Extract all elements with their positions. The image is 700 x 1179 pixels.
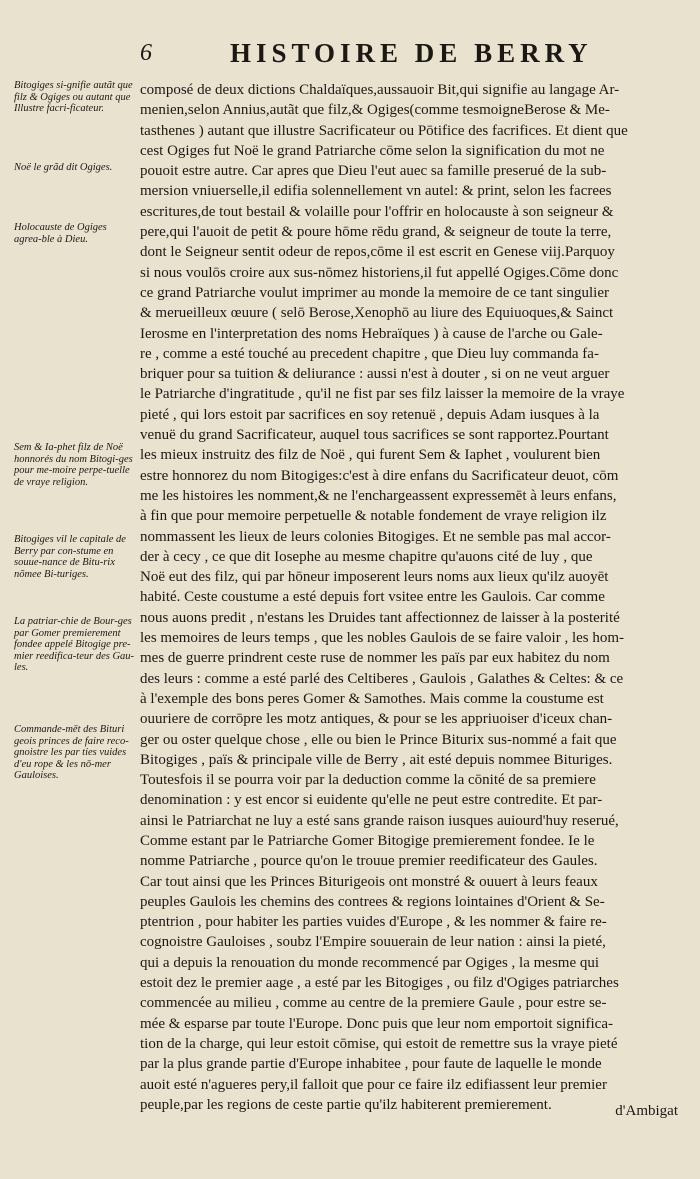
text-line: habité. Ceste coustume a esté depuis fort vsitee entre les Gaulois. Car comme (140, 589, 605, 606)
margin-note: La patriar-chie de Bour-ges par Gomer premierement fondee appelé Bitogige pre-mier reedifica-teur des Gau-les. (14, 616, 135, 673)
running-title: HISTOIRE DE BERRY (230, 38, 593, 68)
text-line: nommassent les lieux de leurs colonies Bitogiges. Et ne semble pas mal accor- (140, 528, 611, 545)
text-line: mersion vniuerselle,il edifia solennellement vn autel: & print, selon les facrees (140, 183, 612, 200)
text-line: ptentrion , pour habiter les parties vuides d'Europe , & les nommer & faire re- (140, 914, 607, 931)
text-line: ger ou oster quelque chose , elle ou bien le Prince Biturix sus-nommé a fait que (140, 731, 617, 748)
margin-note: Noë le grãd dit Ogiges. (14, 162, 113, 173)
text-line: me les histoires les nomment,& ne l'enchargeassent expressemēt à leurs enfans, (140, 487, 617, 504)
text-line: Comme estant par le Patriarche Gomer Bitogige premierement fondee. Ie le (140, 832, 595, 849)
text-line: le Patriarche d'ingratitude , qu'il ne fist par ses filz laisser la memoire de la vraye (140, 386, 625, 403)
text-line: ouuriere de corrōpre les motz antiques, & pour se les appriuoiser d'iceux chan- (140, 711, 613, 728)
margin-note: Holocauste de Ogiges agrea-ble à Dieu. (14, 222, 107, 245)
text-line: pieté , qui lors estoit par sacrifices en soy retenuë , depuis Adam iusques à la (140, 406, 600, 423)
text-line: nous auons predit , n'estans les Druides tant affectionnez de laisser à la posterité (140, 609, 620, 626)
margin-note: Sem & Ia-phet filz de Noë honnorés du nom Bitogi-ges pour me-moire perpe-tuelle de vraye religion. (14, 442, 133, 488)
text-line: ce grand Patriarche voulut imprimer au monde la memoire de ce tant singulier (140, 284, 609, 301)
text-line: peuple,par les regions de ceste partie qu'ilz habiterent premierement. (140, 1096, 552, 1113)
text-line: dont le Seigneur sentit odeur de repos,cōme il est escrit en Genese viij.Parquoy (140, 244, 615, 261)
text-line: tasthenes ) autant que illustre Sacrificateur ou Pōtifice des facrifices. Et dient que (140, 122, 628, 139)
text-line: si nous voulōs croire aux sus-nōmez historiens,il fut appellé Ogiges.Cōme donc (140, 264, 619, 281)
text-line: mée & esparse par toute l'Europe. Donc puis que leur nom emportoit significa- (140, 1015, 613, 1032)
text-line: briquer pour sa tuition & deliurance : aussi n'est à douter , si on ne veut arguer (140, 366, 610, 383)
margin-note: Commande-mēt des Bituri geois princes de faire reco-gnoistre les par ties vuides d'eu rope & les nō-mer Gauloises. (14, 724, 129, 781)
text-line: Ierosme en l'interpretation des noms Hebraïques ) à cause de l'arche ou Gale- (140, 325, 603, 342)
text-line: menien,selon Annius,autãt que filz,& Ogiges(comme tesmoigneBerose & Me- (140, 102, 610, 119)
text-line: tion de la charge, qui leur estoit cōmise, qui estoit de remettre sus la vraye pieté (140, 1035, 618, 1052)
text-line: les memoires de leurs temps , que les nobles Gaulois de se faire valoir , les hom- (140, 630, 625, 647)
text-line: der à cecy , ce que dit Iosephe au mesme chapitre qu'auons cité de luy , que (140, 548, 593, 565)
text-line: estre honnorez du nom Bitogiges:c'est à dire enfans du Sacrificateur deuot, cōm (140, 467, 619, 484)
text-line: re , comme a esté touché au precedent chapitre , que Dieu luy commanda fa- (140, 345, 599, 362)
text-line: Noë eut des filz, qui par hōneur imposerent leurs noms aux lieux qu'ilz auoyēt (140, 569, 609, 586)
text-line: cognoistre Gauloises , soubz l'Empire souuerain de leur nation : ainsi la pieté, (140, 934, 606, 951)
text-line: escritures,de tout bestail & volaille pour l'offrir en holocauste à son seigneur & (140, 203, 614, 220)
text-line: des leurs : comme a esté parlé des Celtiberes , Gaulois , Galathes & Celtes: & ce (140, 670, 624, 687)
page-header (0, 36, 700, 76)
text-line: pouoit estre autre. Car apres que Dieu l'eut auec sa famille preserué de la sub- (140, 163, 607, 180)
text-line: auoit esté n'agueres pery,il falloit que pour ce faire ilz edifiassent leur premier (140, 1076, 607, 1093)
text-line: composé de deux dictions Chaldaïques,aussauoir Bit,qui signifie au langage Ar- (140, 82, 620, 98)
text-line: peuples Gaulois les chemins des contrees & regions lointaines d'Orient & Se- (140, 893, 605, 910)
margin-note: Bitogiges vil le capitale de Berry par con-stume en souue-nance de Bitu-rix nõmee Bi-turiges. (14, 534, 126, 580)
text-line: estoit dez le premier aage , a esté par les Bitogiges , ou filz d'Ogiges patriarches (140, 975, 619, 992)
text-line: à fin que pour memoire perpetuelle & notable fondement de vraye religion ilz (140, 508, 607, 525)
text-line: cest Ogiges fut Noë le grand Patriarche cōme selon la signification du mot ne (140, 142, 605, 159)
text-line: ainsi le Patriarchat ne luy a esté sans grande raison iusques auiourd'huy reserué, (140, 812, 619, 829)
text-line: les mieux instruitz des filz de Noë , qui furent Sem & Iaphet , voulurent bien (140, 447, 601, 464)
margin-note: Bitogiges si-gnifie autãt que filz & Ogiges ou autant que Illustre facri-ficateur. (14, 80, 133, 114)
text-line: Bitogiges , païs & principale ville de Berry , ait esté depuis nommee Bituriges. (140, 751, 613, 768)
text-line: par la plus grande partie d'Europe inhabitee , pour faute de laquelle le monde (140, 1056, 602, 1073)
text-line: Car tout ainsi que les Princes Biturigeois ont monstré & ouuert à leurs feaux (140, 873, 598, 890)
text-line: mes de guerre prindrent ceste ruse de nommer les païs par eux habitez du nom (140, 650, 610, 667)
text-line: denomination : y est encor si euidente qu'elle ne peut estre contredite. Et par- (140, 792, 603, 809)
text-line: Toutesfois il se pourra voir par la deduction comme la cōnité de sa premiere (140, 772, 596, 789)
text-line: & merueilleux œuure ( selō Berose,Xenophō au liure des Equiuoques,& Sainct (140, 305, 614, 322)
text-line: pere,qui l'auoit de petit & poure hōme rēdu grand, & seigneur de toute la terre, (140, 224, 612, 241)
text-line: à l'exemple des bons peres Gomer & Samothes. Mais comme la coustume est (140, 690, 604, 707)
text-line: venuë du grand Sacrificateur, auquel tous sacrifices se sont rapportez.Pourtant (140, 427, 609, 444)
text-line: qui a depuis la renouation du monde recommencé par Ogiges , la mesme qui (140, 954, 600, 971)
main-text (140, 80, 684, 1115)
catchword: d'Ambigat (615, 1103, 678, 1119)
text-line: commencée au milieu , comme au centre de la premiere Gaule , pour estre se- (140, 995, 607, 1012)
text-line: nomme Patriarche , pource qu'on le trouue premier reedificateur des Gaules. (140, 853, 598, 870)
page-number: 6 (140, 40, 152, 66)
